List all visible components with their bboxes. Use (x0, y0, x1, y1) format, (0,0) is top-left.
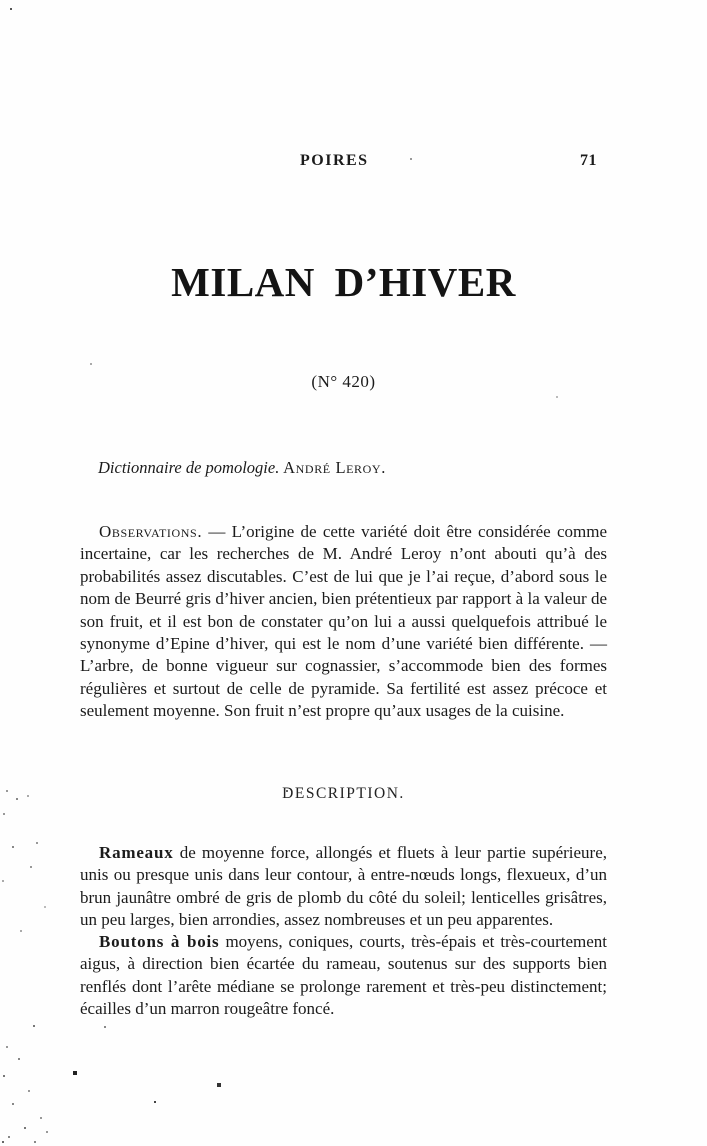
running-title: POIRES (300, 152, 369, 169)
observations-paragraph (80, 521, 607, 723)
reference-author: André Leroy. (279, 458, 386, 477)
rameaux-paragraph (80, 842, 607, 931)
page-number: 71 (580, 152, 597, 169)
boutons-paragraph (80, 931, 607, 1020)
observations-label: Observations. (99, 522, 203, 541)
description-body (80, 842, 607, 1020)
variety-title: MILAN D’HIVER (171, 259, 516, 305)
scan-noise-specks (0, 0, 2, 2)
variety-number: (N° 420) (311, 372, 376, 391)
boutons-text: moyens, coniques, courts, très-épais et très-courtement aigus, à direction bien écartée du rameau, soutenus sur des supports bien renflés dont l’arête médiane se prolonge rarement et très-peu distinctement; écailles d’un marron rougeâtre foncé. (80, 932, 607, 1019)
rameaux-lead: Rameaux (99, 843, 174, 862)
page-header (80, 152, 607, 176)
observations-text: — L’origine de cette variété doit être considérée comme incertaine, car les recherches de M. André Leroy n’ont abouti qu’à des probabilités assez discutables. C’est de lui que je l’ai reçue, d’abord sous le nom de Beurré gris d’hiver ancien, bien prétentieux par rapport à la valeur de son fruit, et il est bon de constater qu’on lui a aussi quelquefois attribué le synonyme d’Epine d’hiver, qui est le nom d’une variété bien différente. — L’arbre, de bonne vigueur sur cognassier, s’accommode bien des formes régulières et surtout de celle de pyramide. Sa fertilité est assez précoce et seulement moyenne. Son fruit n’est propre qu’aux usages de la cuisine. (80, 522, 607, 721)
description-heading: DESCRIPTION. (282, 785, 405, 802)
rameaux-text: de moyenne force, allongés et fluets à leur partie supérieure, unis ou presque unis dans leur contour, à entre-nœuds longs, flexueux, d’un brun jaunâtre ombré de gris de plomb du côté du soleil; lenticelles grisâtres, un peu larges, bien arrondies, assez nombreuses et un peu apparentes. (80, 843, 607, 929)
boutons-lead: Boutons à bois (99, 932, 220, 952)
reference-work: Dictionnaire de pomologie. (98, 458, 280, 477)
reference-line (80, 458, 607, 478)
